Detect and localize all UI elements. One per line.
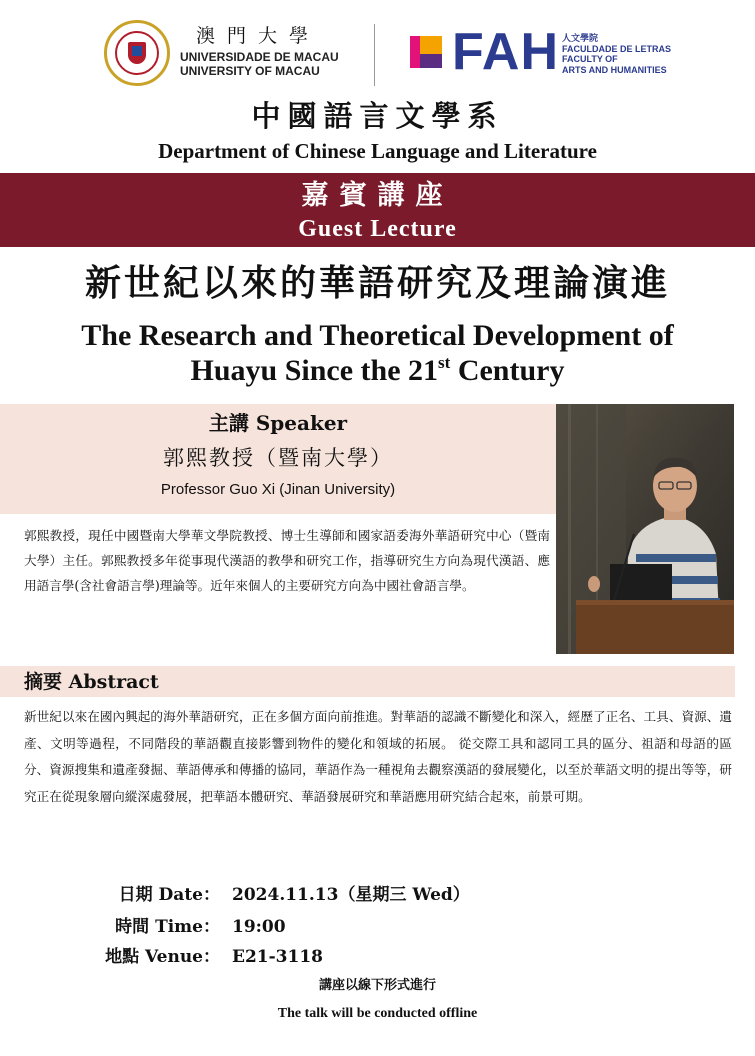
fah-name-zh: 人文學院 [562,33,599,43]
lecture-title-en-line2: Huayu Since the 21st Century [190,353,565,387]
lecture-title-en-line1: The Research and Theoretical Development of [81,319,674,352]
speaker-photo [556,404,734,654]
lecture-title-en [0,318,755,388]
speaker-name-en: Professor Guo Xi (Jinan University) [160,481,396,498]
venue-value: E21-3118 [232,947,323,967]
um-logo-text [180,25,350,78]
department-name-zh: 中國語言文學系 [251,99,504,133]
fah-name-pt: FACULDADE DE LETRAS [562,43,672,54]
um-name-zh: 澳門大學 [196,25,321,47]
venue-row [0,942,755,972]
um-name-pt: UNIVERSIDADE DE MACAU [180,50,339,64]
banner-label-zh: 嘉賓講座 [301,180,454,211]
speaker-name-zh: 郭熙教授（暨南大學） [163,446,393,470]
speaker-bio: 郭熙教授，現任中國暨南大學華文學院教授、博士生導師和國家語委海外華語研究中心（暨南大學）主任。郭熙教授多年從事現代漢語的教學和研究工作，指導研究生方向為現代漢語、應用語言學(含社會語言學)理論等。近年來個人的主要研究方向為中國社會語言學。 [24,528,550,593]
speaker-label: 主講 Speaker [208,411,348,435]
logo-divider [374,24,375,86]
venue-label: 地點 Venue： [105,947,220,967]
time-row [0,912,755,942]
fah-acronym: FAH [452,23,559,81]
mode-note-zh: 講座以線下形式進行 [318,978,436,993]
fah-name-en-1: FACULTY OF [562,54,618,64]
header [0,0,755,95]
guest-lecture-banner [0,173,755,247]
time-value: 19:00 [232,917,286,937]
lecture-title-zh: 新世紀以來的華語研究及理論演進 [84,262,670,304]
fah-logo-icon [410,36,442,68]
university-seal-icon [104,20,170,86]
date-value: 2024.11.13（星期三 Wed） [232,885,470,905]
mode-note-en: The talk will be conducted offline [277,1006,478,1021]
department-name-en: Department of Chinese Language and Literature [158,139,597,163]
fah-name-block [562,33,671,75]
fah-name-en-2: ARTS AND HUMANITIES [562,64,667,75]
banner-label-en: Guest Lecture [298,216,457,242]
abstract-label: 摘要 Abstract [24,671,159,693]
abstract-text: 新世紀以來在國內興起的海外華語研究，正在多個方面向前推進。對華語的認識不斷變化和深入，經歷了正名、工具、資源、遺產、文明等過程，不同階段的華語觀直接影響到物件的變化和領域的拓展。 從交際工具和認同工具的區分、祖語和母語的區分、資源搜集和遺產發掘、華語傳承和傳播的協同，華語作為一種視角去觀察漢語的發展變化，以至於華語文明的提出等等，研究正在從現象層向縱深處發展，把華語本體研究、華語發展研究和華語應用研究結合起來，前景可期。 [24,709,732,804]
time-label: 時間 Time： [115,917,220,937]
date-row [0,880,755,910]
um-name-en: UNIVERSITY OF MACAU [180,64,320,78]
date-label: 日期 Date： [118,885,220,905]
